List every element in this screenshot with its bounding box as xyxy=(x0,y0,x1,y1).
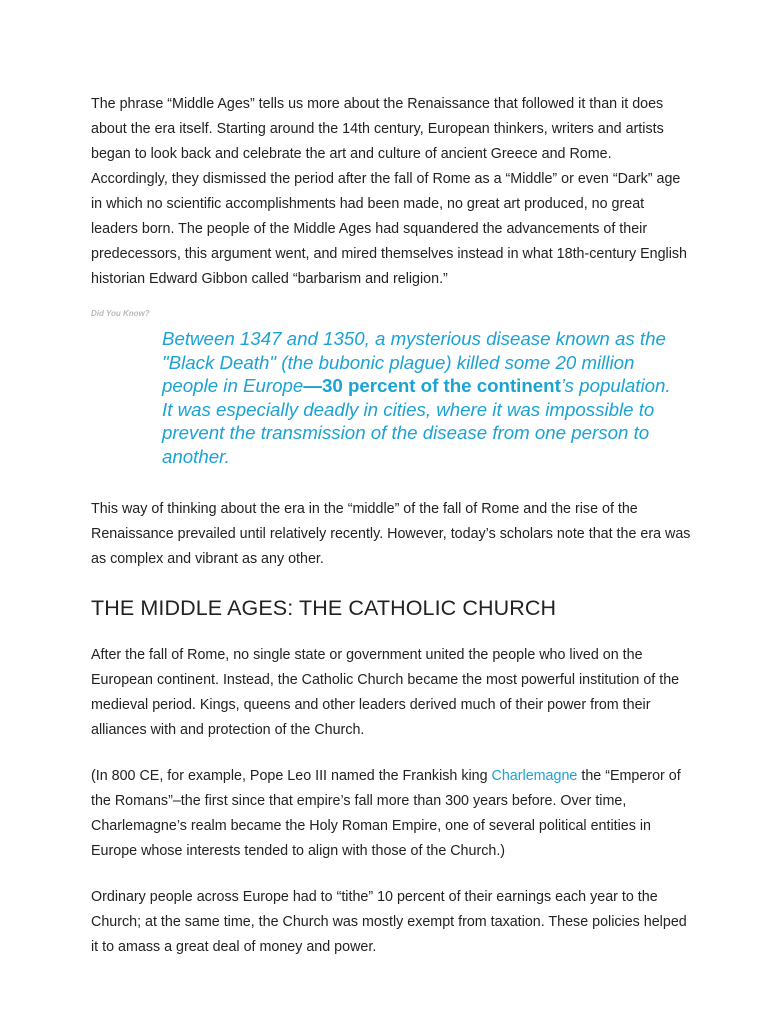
charlemagne-paragraph-start: (In 800 CE, for example, Pope Leo III named the Frankish king xyxy=(91,767,492,784)
article-body xyxy=(91,92,691,960)
tithe-paragraph: Ordinary people across Europe had to “tithe” 10 percent of their earnings each year to the Church; at the same time, the Church was mostly exempt from taxation. These policies helped it to amass a great deal of money and power. xyxy=(91,888,687,955)
charlemagne-paragraph-end: the “Emperor of the Romans”–the first since that empire’s fall more than 300 years before. Over time, Charlemagne’s realm became the Holy Roman Empire, one of several political entities in Europe whose interests tended to align with those of the Church.) xyxy=(91,767,681,859)
intro-paragraph: The phrase “Middle Ages” tells us more about the Renaissance that followed it than it does about the era itself. Starting around the 14th century, European thinkers, writers and artists began to look back and celebrate the art and culture of ancient Greece and Rome. Accordingly, they dismissed the period after the fall of Rome as a “Middle” or even “Dark” age in which no scientific accomplishments had been made, no great art produced, no great leaders born. The people of the Middle Ages had squandered the advancements of their predecessors, this argument went, and mired themselves instead in what 18th-century English historian Edward Gibbon called “barbarism and religion.” xyxy=(91,96,688,287)
did-you-know-text-end: ’s population. It was especially deadly in cities, where it was impossible to prevent the transmission of the disease from one person to another. xyxy=(162,375,671,467)
fall-of-rome-paragraph: After the fall of Rome, no single state or government united the people who lived on the European continent. Instead, the Catholic Church became the most powerful institution of the medieval period. Kings, queens and other leaders derived much of their power from their alliances with and protection of the Church. xyxy=(91,646,680,738)
era-thinking-paragraph: This way of thinking about the era in the “middle” of the fall of Rome and the rise of the Renaissance prevailed until relatively recently. However, today’s scholars note that the era was as complex and vibrant as any other. xyxy=(91,500,691,567)
did-you-know-text-start: Between 1347 and 1350, a mysterious disease known as the "Black Death" (the bubonic plague) killed some 20 million people in Europe xyxy=(162,328,666,397)
did-you-know-text-bold: —30 percent of the continent xyxy=(303,375,561,397)
section-heading: THE MIDDLE AGES: THE CATHOLIC CHURCH xyxy=(91,595,557,620)
did-you-know-label: Did You Know? xyxy=(91,309,150,318)
charlemagne-link[interactable]: Charlemagne xyxy=(491,767,578,784)
charlemagne-paragraph xyxy=(91,764,691,864)
did-you-know-quote xyxy=(162,327,682,469)
